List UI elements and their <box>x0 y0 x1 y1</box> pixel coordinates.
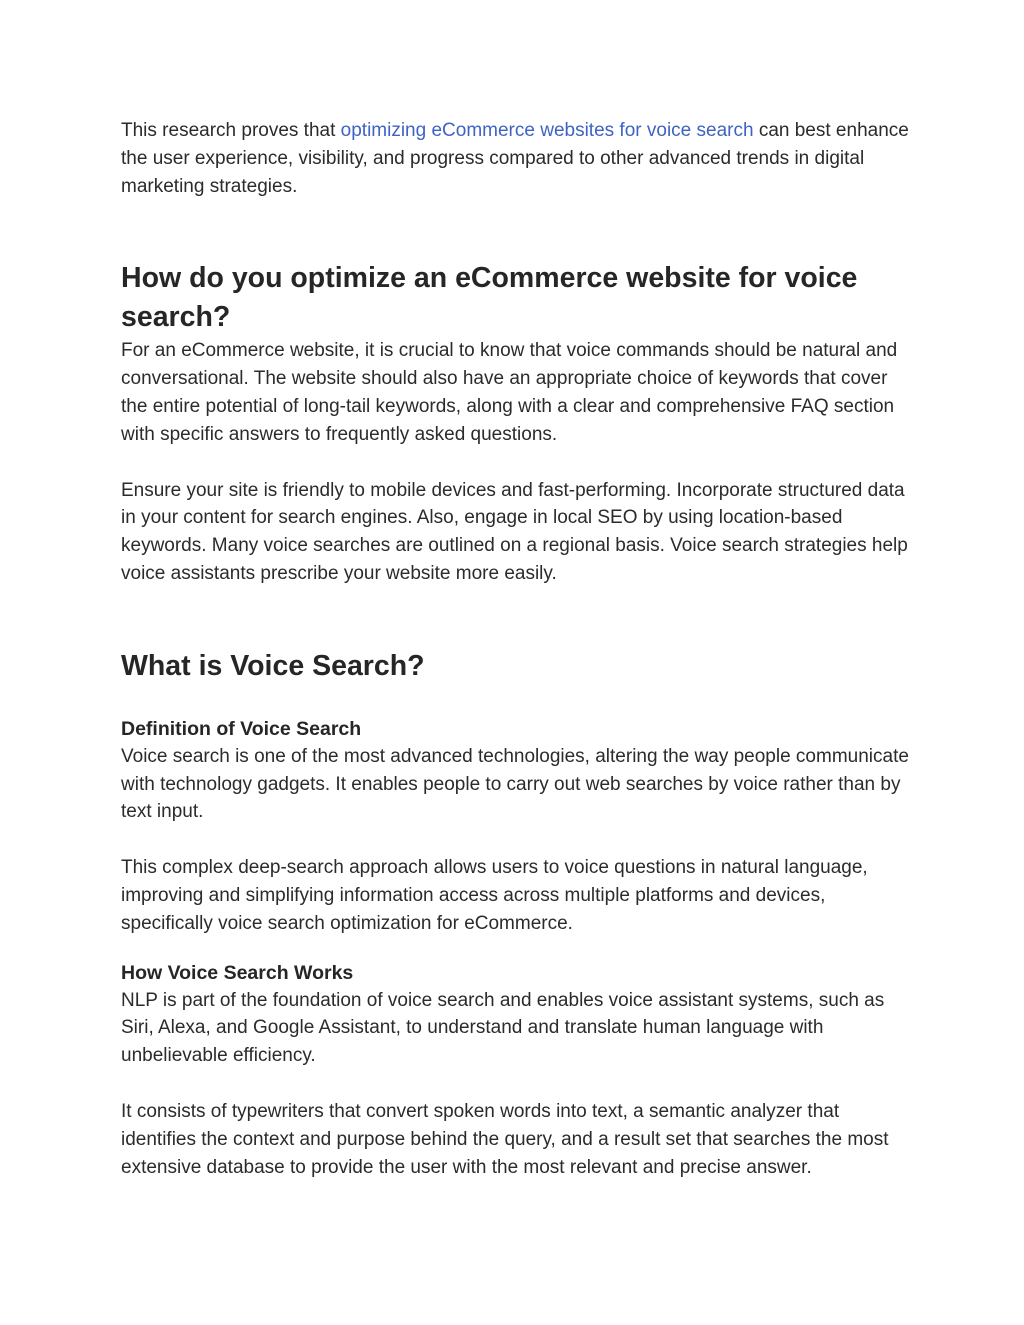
definition-paragraph-2: This complex deep-search approach allows users to voice questions in natural language, improving and simplifying information access across multiple platforms and devices, specifically voice search optimization for eCommerce. <box>121 857 868 934</box>
voice-search-optimization-link[interactable]: optimizing eCommerce websites for voice search <box>340 120 754 141</box>
definition-subheading: Definition of Voice Search <box>121 717 362 740</box>
optimize-heading: How do you optimize an eCommerce website for voice search? <box>121 262 858 334</box>
optimize-paragraph-2: Ensure your site is friendly to mobile devices and fast-performing. Incorporate structured data in your content for search engines. Also, engage in local SEO by using location-based keywords. Many voice searches are outlined on a regional basis. Voice search strategies help voice assistants prescribe your website more easily. <box>121 479 908 584</box>
document-page <box>121 117 911 1181</box>
intro-prefix: This research proves that <box>121 120 341 141</box>
intro-suffix: can best enhance the user experience, visibility, and progress compared to other advanced trends in digital marketing strategies. <box>121 120 909 197</box>
definition-paragraph-1: Voice search is one of the most advanced technologies, altering the way people communicate with technology gadgets. It enables people to carry out web searches by voice rather than by text input. <box>121 745 909 823</box>
how-it-works-paragraph-1: NLP is part of the foundation of voice search and enables voice assistant systems, such as Siri, Alexa, and Google Assistant, to understand and translate human language with unbelievable efficiency. <box>121 989 885 1067</box>
optimize-paragraph-1: For an eCommerce website, it is crucial to know that voice commands should be natural and conversational. The website should also have an appropriate choice of keywords that cover the entire potential of long-tail keywords, along with a clear and comprehensive FAQ section with specific answers to frequently asked questions. <box>121 340 898 445</box>
intro-paragraph <box>121 117 911 200</box>
how-it-works-subheading: How Voice Search Works <box>121 961 354 984</box>
voice-search-heading: What is Voice Search? <box>121 649 425 682</box>
how-it-works-paragraph-2: It consists of typewriters that convert spoken words into text, a semantic analyzer that identifies the context and purpose behind the query, and a result set that searches the most extensive database to provide the user with the most relevant and precise answer. <box>121 1100 889 1178</box>
